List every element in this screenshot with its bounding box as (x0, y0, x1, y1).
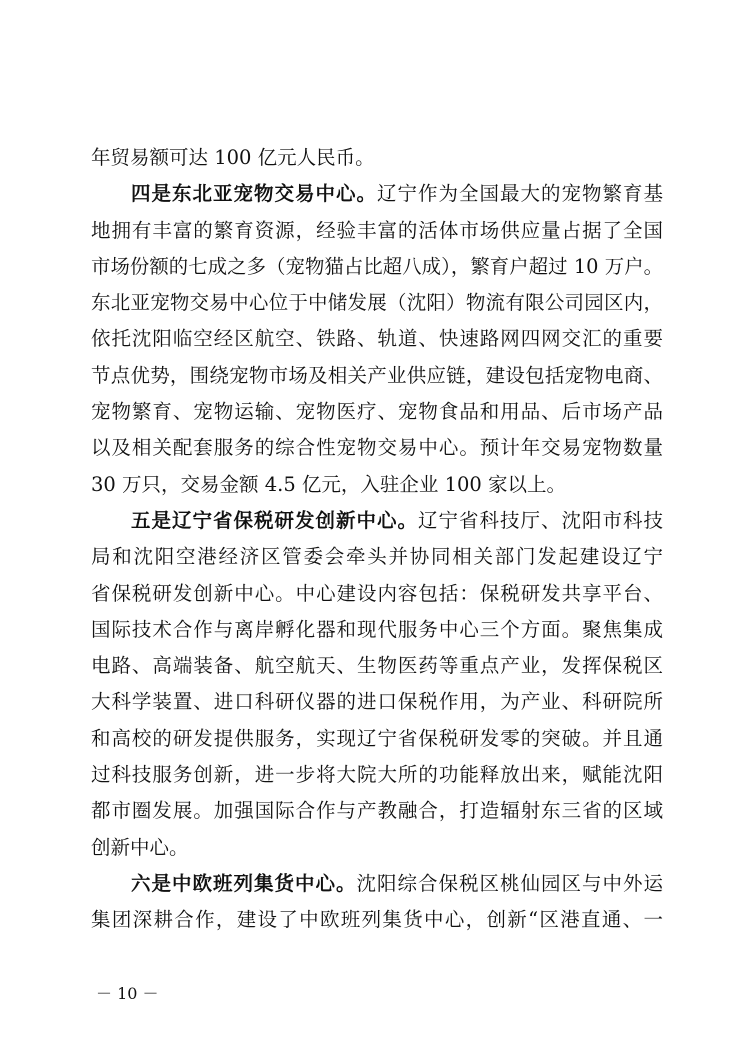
text-line (91, 285, 663, 321)
paragraph-heading-line (91, 503, 663, 539)
line-text: 沈阳综合保税区桃仙园区与中外运 (356, 871, 663, 895)
text-line (91, 648, 663, 684)
line-text: 辽宁作为全国最大的宠物繁育基 (377, 182, 663, 206)
text-line (91, 140, 663, 176)
text-line (91, 830, 663, 866)
line-text: 局和沈阳空港经济区管委会牵头并协同相关部门发起建设辽宁 (91, 545, 663, 569)
paragraph-heading: 四是东北亚宠物交易中心。 (131, 182, 377, 206)
text-line (91, 394, 663, 430)
paragraph-heading: 六是中欧班列集货中心。 (131, 871, 357, 895)
line-text: 和高校的研发提供服务，实现辽宁省保税研发零的突破。并且通 (91, 726, 663, 750)
line-text: 都市圈发展。加强国际合作与产教融合，打造辐射东三省的区域 (91, 799, 663, 823)
text-line (91, 793, 663, 829)
text-line (91, 902, 663, 938)
text-line (91, 430, 663, 466)
text-line (91, 249, 663, 285)
text-line (91, 539, 663, 575)
line-text: 创新中心。 (91, 835, 189, 859)
line-text: 东北亚宠物交易中心位于中储发展（沈阳）物流有限公司园区内， (91, 291, 663, 315)
text-line (91, 757, 663, 793)
line-text: 过科技服务创新，进一步将大院大所的功能释放出来，赋能沈阳 (91, 763, 663, 787)
line-text: 年贸易额可达 100 亿元人民币。 (91, 146, 375, 169)
text-line (91, 576, 663, 612)
text-line (91, 684, 663, 720)
line-text: 省保税研发创新中心。中心建设内容包括：保税研发共享平台、 (91, 581, 663, 605)
text-line (91, 721, 663, 757)
line-text: 市场份额的七成之多（宠物猫占比超八成），繁育户超过 10 万户。 (91, 254, 663, 278)
line-text: 电路、高端装备、航空航天、生物医药等重点产业，发挥保税区 (91, 654, 663, 678)
line-text: 集团深耕合作，建设了中欧班列集货中心，创新“区港直通、一 (91, 908, 663, 932)
document-body (91, 140, 663, 939)
line-text: 宠物繁育、宠物运输、宠物医疗、宠物食品和用品、后市场产品 (91, 400, 663, 424)
text-line (91, 358, 663, 394)
line-text: 辽宁省科技厅、沈阳市科技 (417, 508, 663, 532)
text-line (91, 321, 663, 357)
line-text: 地拥有丰富的繁育资源，经验丰富的活体市场供应量占据了全国 (91, 218, 663, 242)
page-number: － 10 － (96, 984, 159, 1003)
paragraph-heading-line (91, 176, 663, 212)
text-line (91, 467, 663, 503)
line-text: 30 万只，交易金额 4.5 亿元，入驻企业 100 家以上。 (91, 472, 567, 496)
line-text: 以及相关配套服务的综合性宠物交易中心。预计年交易宠物数量 (91, 436, 663, 460)
paragraph-heading: 五是辽宁省保税研发创新中心。 (131, 508, 418, 532)
line-text: 节点优势，围绕宠物市场及相关产业供应链，建设包括宠物电商、 (91, 363, 663, 387)
text-line (91, 213, 663, 249)
line-text: 依托沈阳临空经区航空、铁路、轨道、快速路网四网交汇的重要 (91, 327, 663, 351)
line-text: 大科学装置、进口科研仪器的进口保税作用，为产业、科研院所 (91, 690, 663, 714)
line-text: 国际技术合作与离岸孵化器和现代服务中心三个方面。聚焦集成 (91, 617, 663, 641)
paragraph-heading-line (91, 866, 663, 902)
text-line (91, 612, 663, 648)
